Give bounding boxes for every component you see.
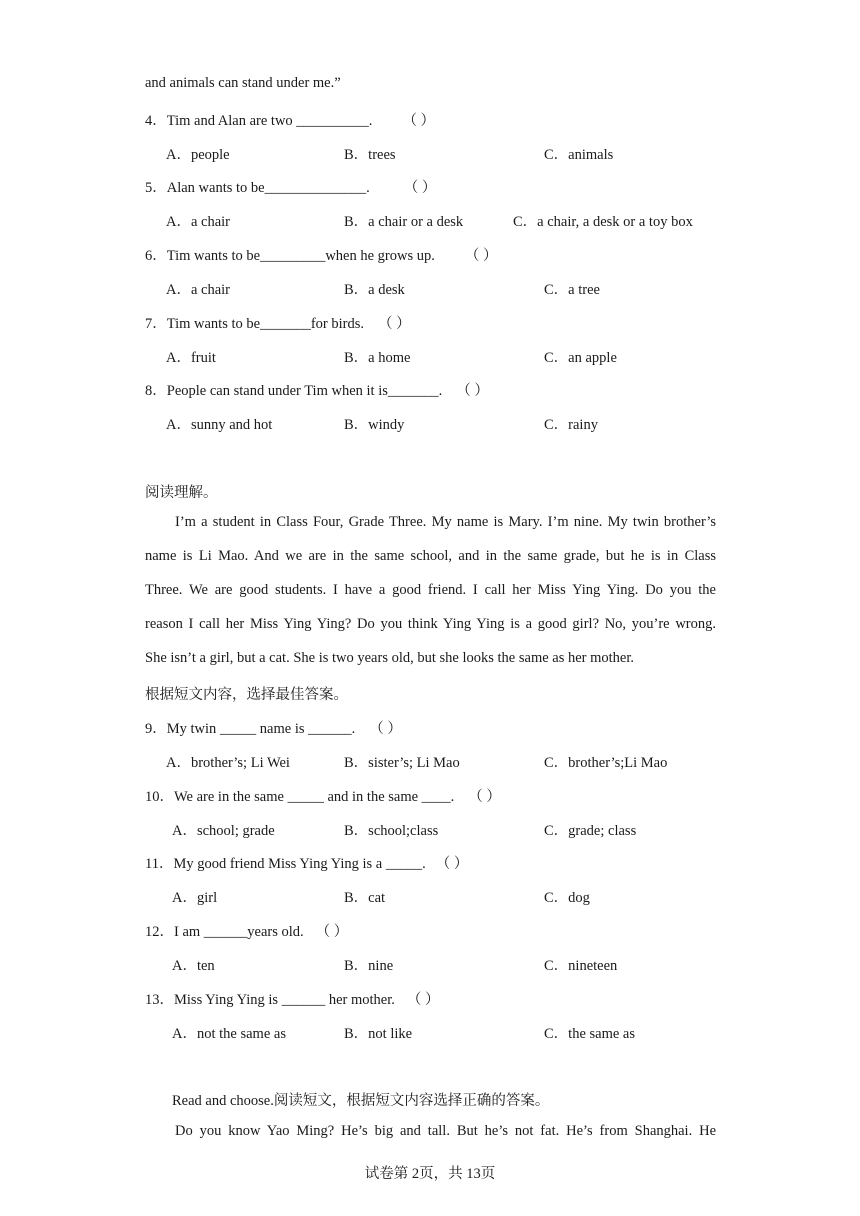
passage-line: I’m a student in Class Four, Grade Three. My name is Mary. I’m nine. My twin brother’s <box>175 514 716 530</box>
option-c[interactable]: C．rainy <box>544 417 598 433</box>
option-c[interactable]: C．the same as <box>544 1026 636 1042</box>
passage-line: Three. We are good students. I have a good friend. I call her Miss Ying Ying. Do you the <box>145 582 716 598</box>
answer-blank: （ ） <box>456 383 489 399</box>
option-a[interactable]: A．ten <box>172 958 215 974</box>
question-7 <box>145 312 411 333</box>
passage-line: She isn’t a girl, but a cat. She is two years old, but she looks the same as her mother. <box>145 650 635 666</box>
option-c[interactable]: C．animals <box>544 147 614 163</box>
question-number: 7． <box>145 316 167 332</box>
instruction: 根据短文内容，选择最佳答案。 <box>145 687 348 703</box>
passage-line: Do you know Yao Ming? He’s big and tall. But he’s not fat. He’s from Shanghai. He <box>175 1123 716 1139</box>
option-b[interactable]: B．a chair or a desk <box>344 214 464 230</box>
page-footer: 试卷第 2页，共 13页 <box>364 1166 496 1182</box>
option-c[interactable]: C．a chair, a desk or a toy box <box>513 214 693 230</box>
option-a[interactable]: A．a chair <box>166 214 231 230</box>
option-b[interactable]: B．windy <box>344 417 405 433</box>
question-stem: My good friend Miss Ying Ying is a _____. <box>173 856 426 872</box>
option-c[interactable]: C．dog <box>544 890 590 906</box>
question-number: 6． <box>145 248 167 264</box>
option-b[interactable]: B．school;class <box>344 823 439 839</box>
option-a[interactable]: A．fruit <box>166 350 216 366</box>
question-11 <box>145 852 468 873</box>
option-c[interactable]: C．brother’s;Li Mao <box>544 755 668 771</box>
option-c[interactable]: C．grade; class <box>544 823 637 839</box>
question-stem: Tim and Alan are two __________. <box>166 113 373 129</box>
question-stem: We are in the same _____ and in the same ____. <box>174 789 455 805</box>
option-c[interactable]: C．a tree <box>544 282 600 298</box>
question-number: 5． <box>145 180 167 196</box>
question-12 <box>145 920 348 941</box>
answer-blank: （ ） <box>377 316 411 332</box>
option-b[interactable]: B．a desk <box>344 282 405 298</box>
option-a[interactable]: A．sunny and hot <box>166 417 273 433</box>
answer-blank: （ ） <box>435 856 469 872</box>
answer-blank: （ ） <box>315 924 349 940</box>
section-heading: Read and choose.阅读短文，根据短文内容选择正确的答案。 <box>172 1093 550 1109</box>
question-number: 12． <box>145 924 174 940</box>
question-8 <box>145 379 489 400</box>
answer-blank: （ ） <box>403 180 437 196</box>
question-number: 13． <box>145 992 174 1008</box>
question-stem: Tim wants to be_______for birds. <box>166 316 364 332</box>
passage-line: reason I call her Miss Ying Ying? Do you think Ying Ying is a good girl? No, you’re wrong. <box>145 616 716 632</box>
option-a[interactable]: A．brother’s; Li Wei <box>166 755 290 771</box>
option-a[interactable]: A．not the same as <box>172 1026 286 1042</box>
question-number: 11． <box>145 856 174 872</box>
option-b[interactable]: B．not like <box>344 1026 413 1042</box>
question-stem: I am ______years old. <box>174 924 304 940</box>
answer-blank: （ ） <box>369 721 402 737</box>
option-b[interactable]: B．trees <box>344 147 396 163</box>
question-9 <box>145 717 402 738</box>
question-number: 9． <box>145 721 167 737</box>
question-number: 8． <box>145 383 167 399</box>
answer-blank: （ ） <box>402 113 436 129</box>
option-a[interactable]: A．school; grade <box>172 823 275 839</box>
question-stem: Tim wants to be_________when he grows up. <box>166 248 435 264</box>
answer-blank: （ ） <box>406 992 440 1008</box>
question-5 <box>145 176 436 197</box>
question-stem: Alan wants to be______________. <box>166 180 370 196</box>
option-c[interactable]: C．an apple <box>544 350 617 366</box>
answer-blank: （ ） <box>464 248 498 264</box>
answer-blank: （ ） <box>468 789 501 805</box>
question-4 <box>145 109 435 130</box>
option-a[interactable]: A．girl <box>172 890 218 906</box>
question-6 <box>145 244 497 265</box>
intro-tail: and animals can stand under me.” <box>145 75 341 91</box>
passage-line: name is Li Mao. And we are in the same school, and in the same grade, but he is in Class <box>145 548 716 564</box>
option-c[interactable]: C．nineteen <box>544 958 618 974</box>
question-10 <box>145 785 501 806</box>
option-a[interactable]: A．people <box>166 147 230 163</box>
question-number: 4． <box>145 113 167 129</box>
option-b[interactable]: B．cat <box>344 890 386 906</box>
question-stem: Miss Ying Ying is ______ her mother. <box>174 992 395 1008</box>
section-heading: 阅读理解。 <box>145 485 218 501</box>
question-number: 10． <box>145 789 174 805</box>
question-stem: My twin _____ name is ______. <box>166 721 356 737</box>
question-stem: People can stand under Tim when it is_______. <box>166 383 443 399</box>
option-b[interactable]: B．nine <box>344 958 394 974</box>
option-a[interactable]: A．a chair <box>166 282 231 298</box>
option-b[interactable]: B．sister’s; Li Mao <box>344 755 460 771</box>
option-b[interactable]: B．a home <box>344 350 411 366</box>
question-13 <box>145 988 440 1009</box>
